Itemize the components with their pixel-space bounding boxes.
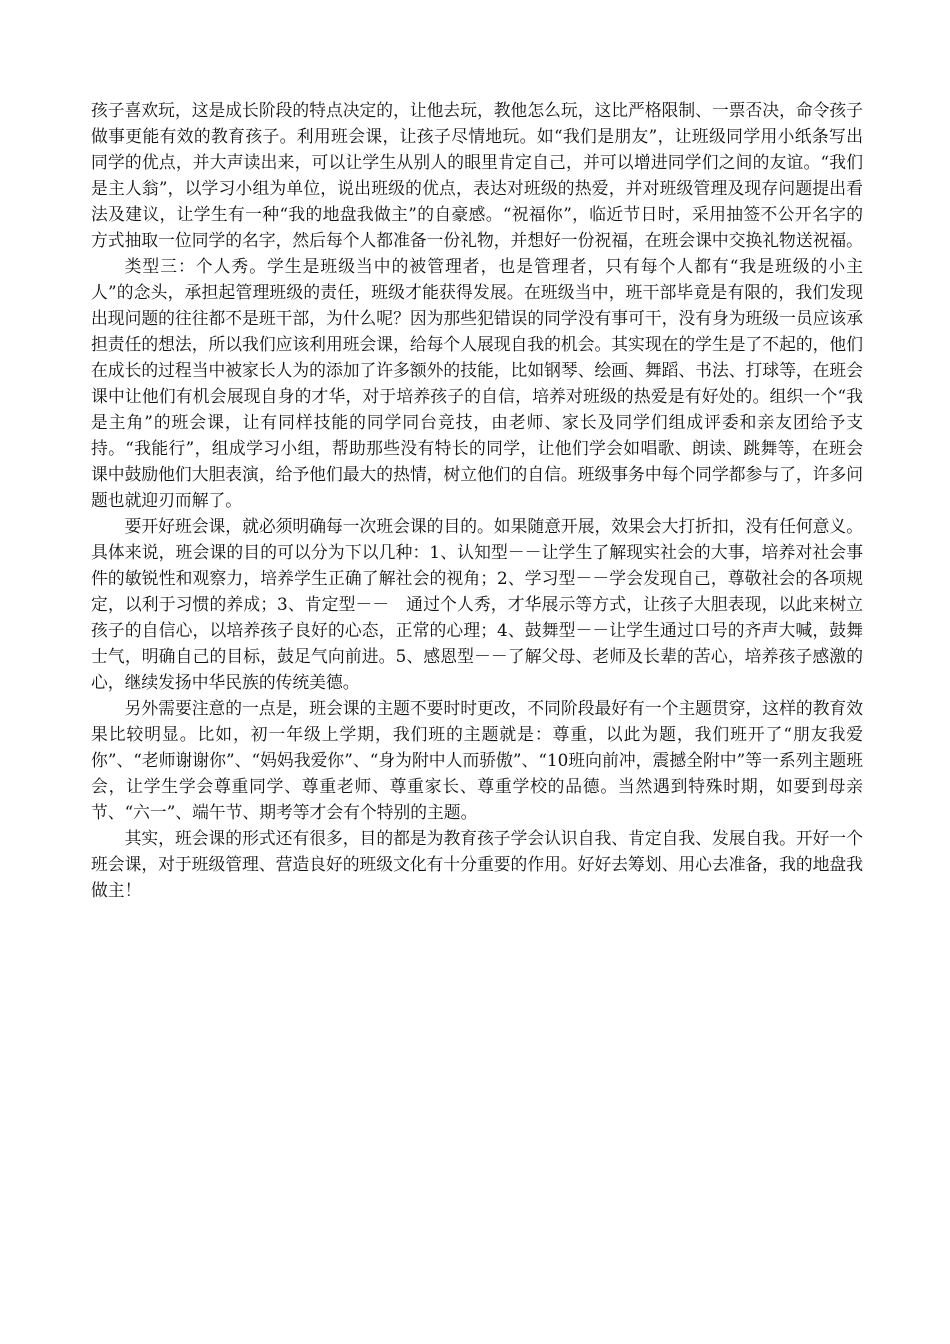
document-body [91, 97, 863, 903]
paragraph-play: 孩子喜欢玩，这是成长阶段的特点决定的，让他去玩，教他怎么玩，这比严格限制、一票否决，命令孩子做事更能有效的教育孩子。利用班会课，让孩子尽情地玩。如“我们是朋友”，让班级同学用小纸条写出同学的优点，并大声读出来，可以让学生从别人的眼里肯定自己，并可以增进同学们之间的友谊。“我们是主人翁”，以学习小组为单位，说出班级的优点，表达对班级的热爱，并对班级管理及现存问题提出看法及建议，让学生有一种“我的地盘我做主”的自豪感。“祝福你”，临近节日时，采用抽签不公开名字的方式抽取一位同学的名字，然后每个人都准备一份礼物，并想好一份祝福，在班会课中交换礼物送祝福。 [91, 100, 863, 250]
paragraph-conclusion: 其实，班会课的形式还有很多，目的都是为教育孩子学会认识自我、肯定自我、发展自我。开好一个班会课，对于班级管理、营造良好的班级文化有十分重要的作用。好好去筹划、用心去准备，我的地盘我做主！ [91, 828, 863, 900]
paragraph-theme: 另外需要注意的一点是，班会课的主题不要时时更改，不同阶段最好有一个主题贯穿，这样的教育效果比较明显。比如，初一年级上学期，我们班的主题就是：尊重，以此为题，我们班开了“朋友我爱你”、“老师谢谢你”、“妈妈我爱你”、“身为附中人而骄傲”、“10班向前冲，震撼全附中”等一系列主题班会，让学生学会尊重同学、尊重老师、尊重家长、尊重学校的品德。当然遇到特殊时期，如要到母亲节、“六一”、端午节、期考等才会有个特别的主题。 [91, 698, 863, 822]
paragraph-personal-show: 类型三：个人秀。学生是班级当中的被管理者，也是管理者，只有每个人都有“我是班级的小主人”的念头，承担起管理班级的责任，班级才能获得发展。在班级当中，班干部毕竟是有限的，我们发现出现问题的往往都不是班干部，为什么呢？因为那些犯错误的同学没有事可干，没有身为班级一员应该承担责任的想法，所以我们应该利用班会课，给每个人展现自我的机会。其实现在的学生是了不起的，他们在成长的过程当中被家长人为的添加了许多额外的技能，比如钢琴、绘画、舞蹈、书法、打球等，在班会课中让他们有机会展现自身的才华，对于培养孩子的自信，培养对班级的热爱是有好处的。组织一个“我是主角”的班会课，让有同样技能的同学同台竞技，由老师、家长及同学们组成评委和亲友团给予支持。“我能行”，组成学习小组，帮助那些没有特长的同学，让他们学会如唱歌、朗读、跳舞等，在班会课中鼓励他们大胆表演，给予他们最大的热情，树立他们的自信。班级事务中每个同学都参与了，许多问题也就迎刃而解了。 [91, 256, 863, 510]
paragraph-purpose: 要开好班会课，就必须明确每一次班会课的目的。如果随意开展，效果会大打折扣，没有任何意义。具体来说，班会课的目的可以分为下以几种：1、认知型－－让学生了解现实社会的大事，培养对社会事件的敏锐性和观察力，培养学生正确了解社会的视角；2、学习型－－学会发现自己，尊敬社会的各项规定，以利于习惯的养成；3、肯定型－－ 通过个人秀，才华展示等方式，让孩子大胆表现，以此来树立孩子的自信心，以培养孩子良好的心态，正常的心理；4、鼓舞型－－让学生通过口号的齐声大喊，鼓舞士气，明确自己的目标，鼓足气向前进。5、感恩型－－了解父母、老师及长辈的苦心，培养孩子感激的心，继续发扬中华民族的传统美德。 [91, 516, 863, 692]
